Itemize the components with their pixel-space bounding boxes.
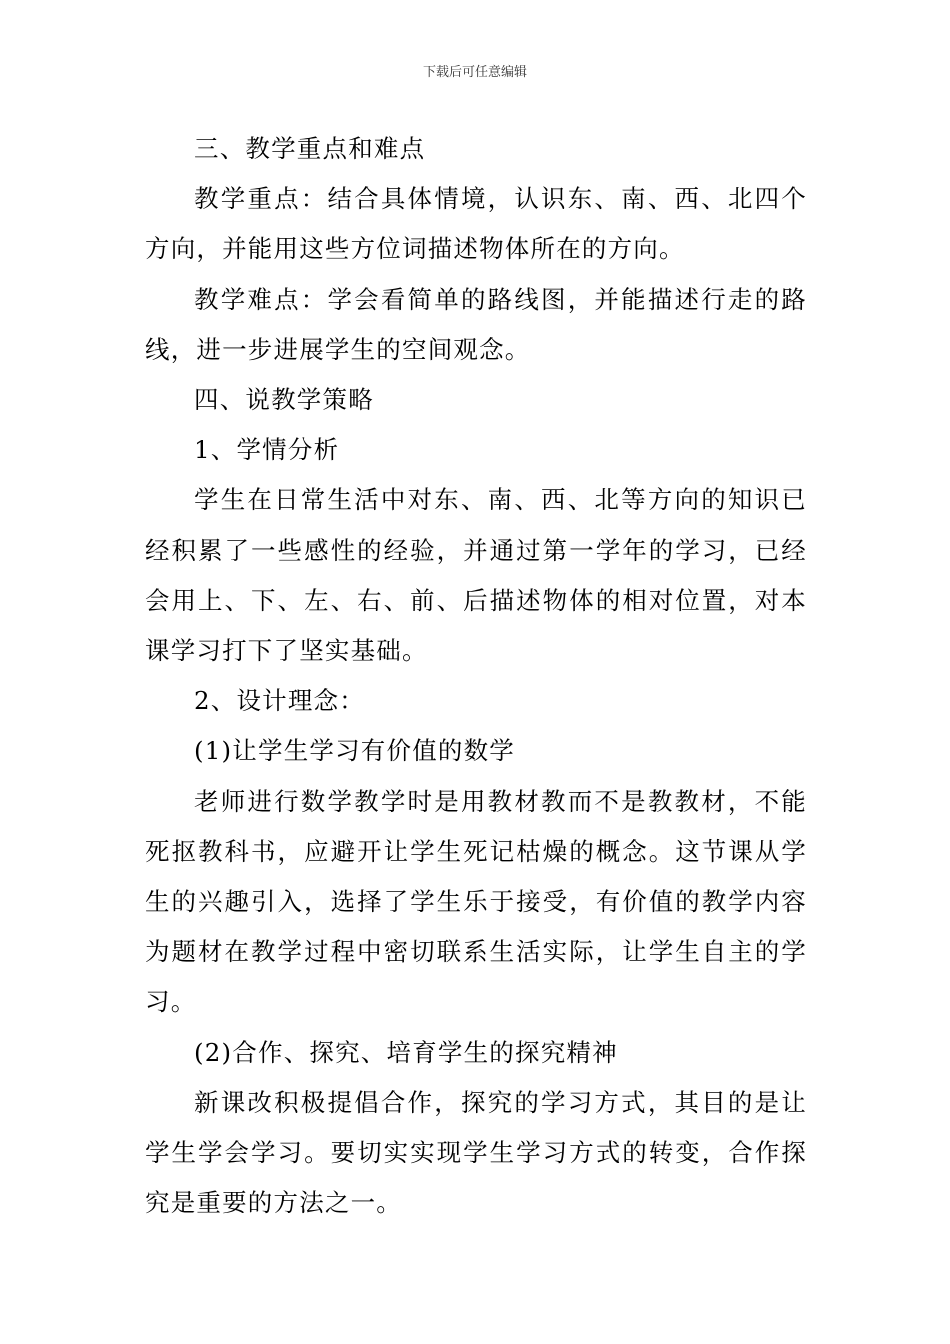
- paragraph: 学生在日常生活中对东、南、西、北等方向的知识已经积累了一些感性的经验，并通过第一学年的学习，已经会用上、下、左、右、前、后描述物体的相对位置，对本课学习打下了坚实基础。: [145, 485, 807, 666]
- page-header-note: 下载后可任意编辑: [422, 65, 527, 80]
- subsection-heading: (2)合作、探究、培育学生的探究精神: [194, 1037, 618, 1067]
- subsection-heading: (1)让学生学习有价值的数学: [194, 736, 516, 766]
- subsection-heading: 2、设计理念：: [194, 686, 365, 716]
- section-heading: 三、教学重点和难点: [194, 134, 426, 163]
- paragraph: 老师进行数学教学时是用教材教而不是教教材，不能死抠教科书，应避开让学生死记枯燥的概念。这节课从学生的兴趣引入，选择了学生乐于接受，有价值的教学内容为题材在教学过程中密切联系生活实际，让学生自主的学习。: [145, 786, 807, 1017]
- subsection-heading: 1、学情分析: [194, 435, 340, 465]
- paragraph: 教学难点：学会看简单的路线图，并能描述行走的路线，进一步进展学生的空间观念。: [145, 284, 807, 364]
- paragraph: 教学重点：结合具体情境，认识东、南、西、北四个方向，并能用这些方位词描述物体所在的方向。: [145, 184, 807, 264]
- section-heading: 四、说教学策略: [194, 385, 374, 415]
- paragraph: 新课改积极提倡合作，探究的学习方式，其目的是让学生学会学习。要切实实现学生学习方式的转变，合作探究是重要的方法之一。: [145, 1087, 807, 1218]
- document-body: [145, 124, 807, 1228]
